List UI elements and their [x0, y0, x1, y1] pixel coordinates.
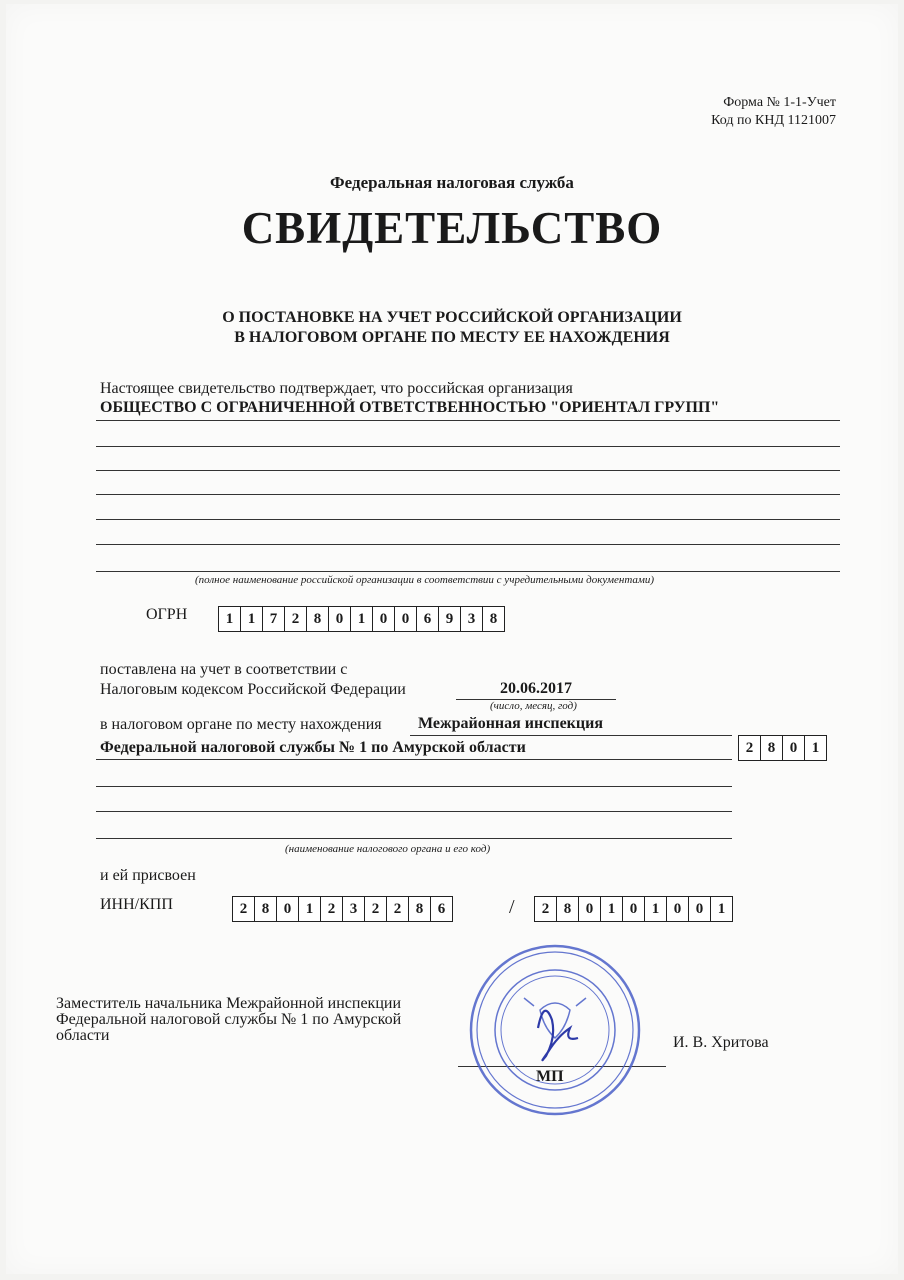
ogrn-digit: 0: [328, 606, 351, 632]
kpp-digit: 0: [666, 896, 689, 922]
ogrn-digit: 1: [350, 606, 373, 632]
inn-digit: 3: [342, 896, 365, 922]
code-digit: 1: [804, 735, 827, 761]
ogrn-digit: 1: [240, 606, 263, 632]
registered-line-2: Налоговым кодексом Российской Федерации: [100, 681, 406, 698]
inn-kpp-label: ИНН/КПП: [100, 896, 173, 913]
kpp-digit: 1: [710, 896, 733, 922]
ogrn-digit: 8: [482, 606, 505, 632]
certificate-page: [6, 4, 898, 1274]
signatory-position: [56, 996, 401, 1044]
kpp-digit: 8: [556, 896, 579, 922]
signatory-name: И. В. Хритова: [673, 1034, 769, 1051]
inn-digit: 0: [276, 896, 299, 922]
tax-authority-rule: [96, 786, 732, 787]
code-digit: 2: [738, 735, 761, 761]
tax-authority-code-cells: [738, 735, 826, 761]
tax-authority-name-2: Федеральной налоговой службы № 1 по Амурской области: [100, 739, 526, 756]
signatory-position-line-2: Федеральной налоговой службы № 1 по Амурской: [56, 1011, 402, 1028]
org-name-rule: [96, 420, 840, 421]
inn-digit: 2: [320, 896, 343, 922]
kpp-digit: 2: [534, 896, 557, 922]
org-name-rule: [96, 446, 840, 447]
tax-authority-rule: [96, 838, 732, 839]
ogrn-label: ОГРН: [146, 606, 188, 623]
inn-digit: 8: [408, 896, 431, 922]
inn-digit: 2: [364, 896, 387, 922]
tax-authority-rule: [96, 811, 732, 812]
kpp-digit: 1: [644, 896, 667, 922]
code-digit: 0: [782, 735, 805, 761]
ogrn-digit: 0: [394, 606, 417, 632]
kpp-digit: 0: [578, 896, 601, 922]
inn-digit: 2: [386, 896, 409, 922]
kpp-cells: [534, 896, 732, 922]
registration-date: 20.06.2017: [500, 680, 572, 697]
ogrn-digit: 7: [262, 606, 285, 632]
document-subtitle: [0, 308, 904, 348]
ogrn-digit: 9: [438, 606, 461, 632]
inn-digit: 1: [298, 896, 321, 922]
org-name-rule: [96, 519, 840, 520]
tax-authority-rule: [410, 735, 732, 736]
inn-cells: [232, 896, 452, 922]
ogrn-digit: 0: [372, 606, 395, 632]
organization-name: ОБЩЕСТВО С ОГРАНИЧЕННОЙ ОТВЕТСТВЕННОСТЬЮ "ОРИЕНТАЛ ГРУПП": [100, 399, 720, 416]
knd-code: Код по КНД 1121007: [711, 113, 836, 128]
form-header: [711, 94, 836, 130]
intro-text: Настоящее свидетельство подтверждает, что российская организация: [100, 380, 573, 397]
inn-digit: 2: [232, 896, 255, 922]
stamp-mark: МП: [536, 1068, 564, 1085]
tax-authority-rule: [96, 759, 732, 760]
ogrn-digit: 6: [416, 606, 439, 632]
registered-line-1: поставлена на учет в соответствии с: [100, 661, 348, 678]
ogrn-cells: [218, 606, 504, 632]
date-caption: (число, месяц, год): [490, 700, 577, 712]
org-name-rule: [96, 544, 840, 545]
official-stamp: [460, 940, 650, 1125]
document-title: СВИДЕТЕЛЬСТВО: [241, 203, 663, 253]
ogrn-digit: 1: [218, 606, 241, 632]
tax-authority-caption: (наименование налогового органа и его код): [285, 843, 491, 855]
inn-digit: 6: [430, 896, 453, 922]
form-number: Форма № 1-1-Учет: [723, 95, 836, 110]
ogrn-digit: 2: [284, 606, 307, 632]
agency-name: Федеральная налоговая служба: [330, 173, 574, 192]
assigned-label: и ей присвоен: [100, 867, 196, 884]
org-name-rule: [96, 571, 840, 572]
subtitle-line-2: В НАЛОГОВОМ ОРГАНЕ ПО МЕСТУ ЕЕ НАХОЖДЕНИЯ: [234, 329, 670, 346]
kpp-digit: 1: [600, 896, 623, 922]
inn-digit: 8: [254, 896, 277, 922]
org-name-rule: [96, 494, 840, 495]
kpp-digit: 0: [622, 896, 645, 922]
signatory-position-line-3: области: [56, 1027, 110, 1044]
code-digit: 8: [760, 735, 783, 761]
org-name-rule: [96, 470, 840, 471]
ogrn-digit: 8: [306, 606, 329, 632]
org-name-caption: (полное наименование российской организации в соответствии с учредительными документами): [195, 574, 655, 586]
subtitle-line-1: О ПОСТАНОВКЕ НА УЧЕТ РОССИЙСКОЙ ОРГАНИЗАЦИИ: [222, 309, 682, 326]
ogrn-digit: 3: [460, 606, 483, 632]
signatory-position-line-1: Заместитель начальника Межрайонной инспекции: [56, 995, 401, 1012]
tax-authority-prefix: в налоговом органе по месту нахождения: [100, 716, 382, 733]
inn-kpp-separator: /: [509, 896, 515, 918]
kpp-digit: 0: [688, 896, 711, 922]
tax-authority-name-1: Межрайонная инспекция: [418, 715, 603, 732]
